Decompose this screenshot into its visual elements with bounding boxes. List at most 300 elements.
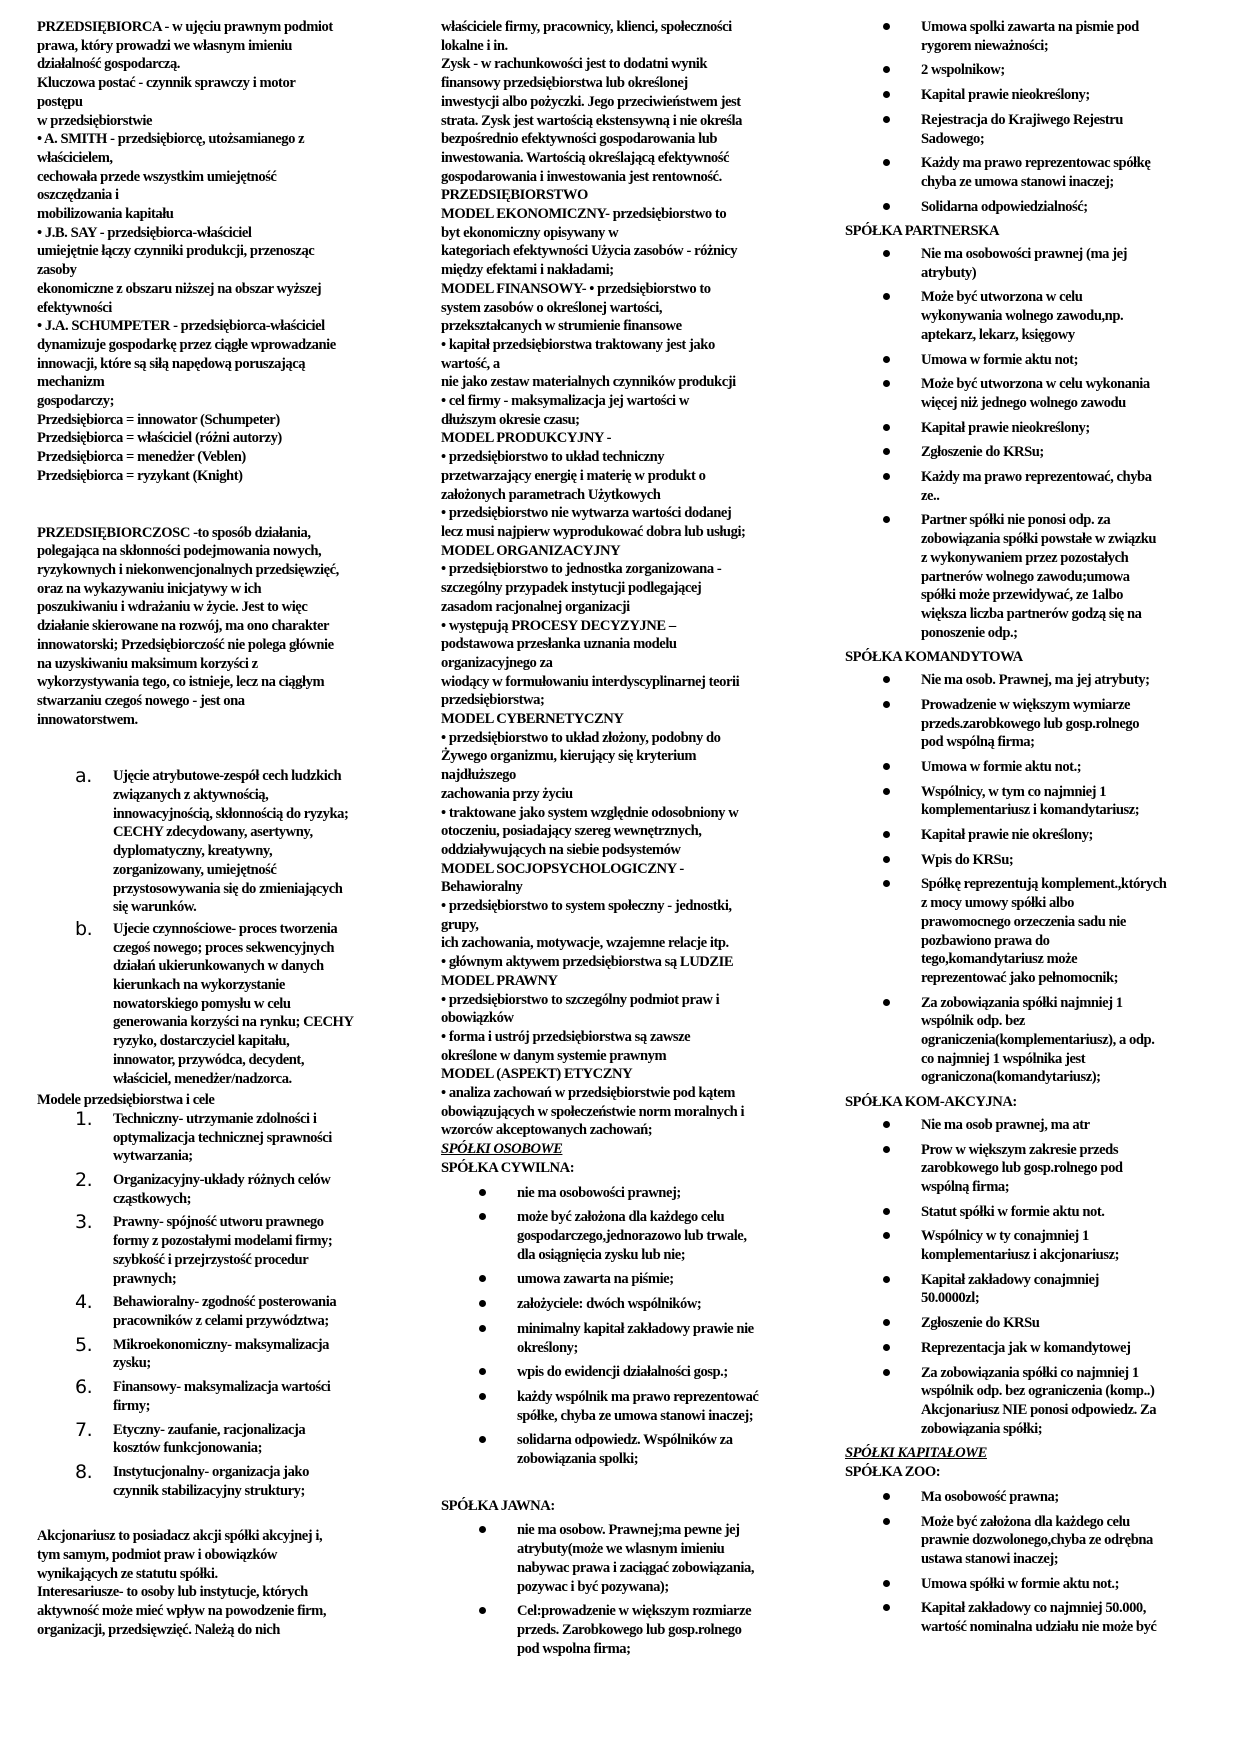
text-line: Ujęcie atrybutowe-zespół cech ludzkich: [113, 768, 342, 785]
text-line: MODEL EKONOMICZNY- przedsiębiorstwo to: [441, 206, 727, 223]
text-line: lecz musi najpierw wyprodukować dobra lub usługi;: [441, 523, 746, 540]
text-line: Każdy ma prawo reprezentowac spółkę: [921, 155, 1151, 172]
bullet-icon: [883, 1339, 921, 1358]
list-item: [845, 851, 1210, 870]
list-item-text: [921, 1116, 1210, 1135]
text-line: zobowiązania spółki powstałe w związku: [921, 531, 1157, 548]
list-item: [37, 1293, 389, 1330]
text-line: pod wspolna firma;: [517, 1640, 631, 1657]
list-item-text: [113, 767, 389, 917]
list-item: [845, 671, 1210, 690]
text-line: MODEL ORGANIZACYJNY: [441, 542, 621, 559]
text-line: podstawowa przesłanka uznania modelu: [441, 636, 677, 653]
list-item: [845, 1227, 1210, 1264]
text-line: mechanizm: [37, 374, 105, 391]
text-line: optymalizacja technicznej sprawności: [113, 1129, 332, 1146]
text-line: innowatorstwem.: [37, 711, 138, 728]
list-item-text: [113, 1378, 389, 1415]
bullet-icon: [479, 1208, 517, 1264]
list-item-text: [921, 1364, 1210, 1439]
text-line: Kapital prawie nieokreślony;: [921, 87, 1090, 104]
bullet-icon: [883, 875, 921, 987]
list-item-text: [517, 1388, 801, 1425]
text-line: przystosowywania się do zmieniających: [113, 880, 343, 897]
column-left: [37, 18, 389, 1640]
text-line: firmy;: [113, 1397, 151, 1414]
section-title-partnerships: SPÓŁKI OSOBOWE: [441, 1141, 563, 1158]
text-line: atrybuty(może we wlasnym imieniu: [517, 1541, 725, 1558]
list-item-text: [921, 875, 1210, 987]
text-line: obowiązków: [441, 1010, 514, 1027]
text-line: organizacji, przedsięwzięć. Należą do nich: [37, 1621, 280, 1638]
list-item: [845, 994, 1210, 1088]
list-item-text: [921, 783, 1210, 820]
list-item-text: [921, 1513, 1210, 1569]
text-line: więcej niż jednego wolnego zawodu: [921, 394, 1126, 411]
list-item-text: [921, 351, 1210, 370]
bullet-icon: [883, 758, 921, 777]
text-line: Kapitał prawie nie określony;: [921, 827, 1093, 844]
text-line: szczególny przypadek instytucji podlegającej: [441, 580, 702, 597]
text-line: wykonywania wolnego zawodu,np.: [921, 308, 1124, 325]
text-line: Partner spółki nie ponosi odp. za: [921, 512, 1111, 529]
text-line: prawnie dozwolonego,chyba ze odrębna: [921, 1532, 1153, 1549]
text-line: ekonomiczne z obszaru niższej na obszar wyższej: [37, 280, 322, 297]
text-line: czynnik stabilizacyjny struktury;: [113, 1482, 305, 1499]
text-line: Kapitał zakładowy conajmniej: [921, 1271, 1099, 1288]
text-line: Wspólnicy w ty conajmniej 1: [921, 1228, 1089, 1245]
text-line: Akcjonariusz to posiadacz akcji spółki akcyjnej i,: [37, 1528, 323, 1545]
list-marker: 4.: [75, 1291, 93, 1314]
bullet-icon: [883, 351, 921, 370]
text-line: lokalne i in.: [441, 37, 508, 54]
text-line: komplementariusz i akcjonariusz;: [921, 1247, 1120, 1264]
text-line: Nie ma osob prawnej, ma atr: [921, 1116, 1090, 1133]
list-item-text: [921, 245, 1210, 282]
list-item: [845, 1364, 1210, 1439]
text-line: byt ekonomiczny opisywany w: [441, 224, 619, 241]
text-line: Może być utworzona w celu wykonania: [921, 376, 1150, 393]
text-line: mobilizowania kapitału: [37, 206, 174, 223]
bullet-icon: [883, 154, 921, 191]
bullet-icon: [883, 1116, 921, 1135]
list-item-text: [921, 1488, 1210, 1507]
text-line: innowacji, które są siłą napędową poruszającą: [37, 355, 306, 372]
text-line: formy z pozostałymi modelami firmy;: [113, 1233, 333, 1250]
text-line: Zgłoszenie do KRSu;: [921, 444, 1044, 461]
list-item-text: [921, 111, 1210, 148]
text-line: Zgłoszenie do KRSu: [921, 1315, 1040, 1332]
list-item: [441, 1602, 801, 1658]
text-line: Behawioralny- zgodność posterowania: [113, 1294, 337, 1311]
bullet-icon: [479, 1295, 517, 1314]
text-line: Kapitał prawie nieokreślony;: [921, 419, 1090, 436]
list-item-text: [517, 1208, 801, 1264]
list-item: [845, 154, 1210, 191]
list-marker: 1.: [75, 1107, 93, 1130]
text-line: MODEL PRODUKCYJNY -: [441, 430, 612, 447]
text-line: postępu: [37, 93, 83, 110]
list-item-text: [921, 671, 1210, 690]
text-line: polegająca na skłonności podejmowania nowych,: [37, 543, 322, 560]
text-line: Przedsiębiorca = menedżer (Veblen): [37, 449, 246, 466]
text-line: partnerów wolnego zawodu;umowa: [921, 568, 1130, 585]
bullet-icon: [883, 783, 921, 820]
bullet-icon: [883, 511, 921, 642]
list-item-text: [921, 86, 1210, 105]
text-line: nowatorskiego pomysłu w celu: [113, 995, 291, 1012]
text-line: MODEL (ASPEKT) ETYCZNY: [441, 1066, 633, 1083]
list-item: [37, 1213, 389, 1288]
list-marker: 7.: [75, 1418, 93, 1441]
bullet-icon: [883, 111, 921, 148]
list-item-text: [113, 920, 389, 1088]
text-line: Instytucjonalny- organizacja jako: [113, 1463, 309, 1480]
text-line: szybkość i przejrzystość procedur: [113, 1251, 309, 1268]
text-line: wspólnik odp. bez: [921, 1013, 1025, 1030]
text-line: innowacyjnością, skłonnością do ryzyka;: [113, 805, 349, 822]
list-marker: 6.: [75, 1376, 93, 1399]
bullet-icon: [883, 1203, 921, 1222]
list-item-text: [921, 198, 1210, 217]
list-item: [845, 1488, 1210, 1507]
text-line: kosztów funkcjonowania;: [113, 1440, 262, 1457]
text-line: Reprezentacja jak w komandytowej: [921, 1339, 1131, 1356]
text-line: • traktowane jako system względnie odosobniony w: [441, 804, 739, 821]
text-line: • przedsiębiorstwo to szczególny podmiot praw i: [441, 991, 720, 1008]
list-item: [845, 468, 1210, 505]
text-line: pozbawiono prawa do: [921, 932, 1050, 949]
column-middle: [441, 18, 801, 1664]
list-item-text: [921, 1203, 1210, 1222]
text-line: system zasobów o określonej wartości,: [441, 299, 663, 316]
text-line: zachowania przy życiu: [441, 785, 573, 802]
list-item: [845, 61, 1210, 80]
text-line: Techniczny- utrzymanie zdolności i: [113, 1110, 317, 1127]
text-line: prawnych;: [113, 1270, 177, 1287]
list-item-text: [113, 1110, 389, 1166]
text-line: finansowy przedsiębiorstwa lub określonej: [441, 75, 688, 92]
text-line: z wykonywaniem przez pozostałych: [921, 549, 1129, 566]
text-line: właściciel, menedżer/nadzorca.: [113, 1070, 292, 1087]
bullet-icon: [883, 1141, 921, 1197]
list-item: [845, 1575, 1210, 1594]
bullet-icon: [883, 1599, 921, 1636]
text-line: Nie ma osob. Prawnej, ma jej atrybuty;: [921, 672, 1150, 689]
text-line: ograniczenia(komplementariusz), a odp.: [921, 1032, 1155, 1049]
text-line: kierunkach na wykorzystanie: [113, 977, 285, 994]
list-item: [845, 1116, 1210, 1135]
text-line: inwestowania. Wartością określającą efektywność: [441, 149, 729, 166]
list-item-text: [921, 468, 1210, 505]
text-line: między efektami i nakładami;: [441, 262, 614, 279]
list-item: [441, 1208, 801, 1264]
bullet-icon: [479, 1184, 517, 1203]
list-item-text: [921, 1599, 1210, 1636]
text-line: przeds.zarobkowego lub gosp.rolnego: [921, 715, 1140, 732]
list-item-text: [921, 443, 1210, 462]
approaches-list: [37, 767, 389, 1088]
text-line: cząstkowych;: [113, 1190, 192, 1207]
text-line: Prawny- spójność utworu prawnego: [113, 1214, 324, 1231]
text-line: Solidarna odpowiedzialność;: [921, 198, 1088, 215]
text-line: Umowa w formie aktu not;: [921, 351, 1079, 368]
text-line: Zysk - w rachunkowości jest to dodatni wynik: [441, 56, 708, 73]
bullet-icon: [883, 1513, 921, 1569]
text-line: większa liczba partnerów godzą się na: [921, 605, 1142, 622]
list-item: [441, 1388, 801, 1425]
list-item: [37, 1107, 389, 1166]
text-line: • kapitał przedsiębiorstwa traktowany jest jako: [441, 336, 715, 353]
text-line: ze..: [921, 487, 940, 504]
text-line: PRZEDSIĘBIORSTWO: [441, 187, 588, 204]
list-item: [845, 86, 1210, 105]
text-line: w przedsiębiorstwie: [37, 112, 153, 129]
text-line: czegoś nowego; proces sekwencyjnych: [113, 939, 335, 956]
text-line: Przedsiębiorca = innowator (Schumpeter): [37, 411, 280, 428]
list-marker: 8.: [75, 1460, 93, 1483]
list-item-text: [113, 1463, 389, 1500]
text-line: Prow w większym zakresie przeds: [921, 1141, 1119, 1158]
text-line: zobowiązania spolki;: [517, 1451, 639, 1468]
text-line: solidarna odpowiedz. Wspólników za: [517, 1432, 733, 1449]
list-item: [441, 1363, 801, 1382]
text-line: umowa zawarta na piśmie;: [517, 1271, 674, 1288]
text-line: Mikroekonomiczny- maksymalizacja: [113, 1336, 329, 1353]
text-line: związanych z aktywnością,: [113, 787, 269, 804]
text-line: założonych parametrach Użytkowych: [441, 486, 661, 503]
text-line: tego,komandytariusz może: [921, 951, 1078, 968]
text-line: gospodarczy;: [37, 393, 115, 410]
text-line: Ujecie czynnościowe- proces tworzenia: [113, 920, 338, 937]
text-line: Umowa w formie aktu not.;: [921, 758, 1082, 775]
list-item-text: [517, 1184, 801, 1203]
text-line: oraz na wykazywaniu inicjatywy w ich: [37, 580, 262, 597]
text-line: poszukiwaniu i wdrażaniu w życie. Jest to więc: [37, 599, 308, 616]
text-line: określone w danym systemie prawnym: [441, 1047, 667, 1064]
text-line: • występują PROCESY DECYZYJNE –: [441, 617, 676, 634]
bullet-icon: [883, 1227, 921, 1264]
text-line: z mocy umowy spółki albo: [921, 895, 1074, 912]
list-marker: 3.: [75, 1211, 93, 1234]
bullet-icon: [883, 1364, 921, 1439]
list-marker: a.: [75, 765, 92, 788]
text-line: pozywac i być pozywana);: [517, 1578, 669, 1595]
list-item-text: [517, 1363, 801, 1382]
text-line: Rejestracja do Krajiwego Rejestru: [921, 111, 1123, 128]
list-item: [37, 1378, 389, 1415]
text-line: chyba ze umowa stanowi inaczej;: [921, 173, 1114, 190]
text-line: Umowa spolki zawarta na pismie pod: [921, 19, 1139, 35]
text-line: przetwarzający energię i materię w produkt o: [441, 467, 706, 484]
bullet-icon: [883, 826, 921, 845]
heading-limited-joint-stock: SPÓŁKA KOM-AKCYJNA:: [845, 1094, 1017, 1111]
text-line: Może być utworzona w celu: [921, 289, 1083, 306]
text-line: nie ma osobowości prawnej;: [517, 1184, 681, 1201]
text-line: efektywności: [37, 299, 112, 316]
bullet-icon: [883, 443, 921, 462]
text-line: przekształcanych w strumienie finansowe: [441, 318, 682, 335]
list-item-text: [921, 1141, 1210, 1197]
text-line: Wspólnicy, w tym co najmniej 1: [921, 783, 1107, 800]
list-item-text: [517, 1295, 801, 1314]
text-line: działalność gospodarczą.: [37, 56, 180, 73]
list-item-text: [921, 61, 1210, 80]
text-line: • analiza zachowań w przedsiębiorstwie pod kątem: [441, 1085, 736, 1102]
general-partnership-list: [441, 1521, 801, 1658]
text-line: wartość nominalna udziału nie może być: [921, 1619, 1157, 1636]
text-line: zasoby: [37, 262, 77, 279]
text-line: spółke, chyba ze umowa stanowi inaczej;: [517, 1407, 754, 1424]
text-line: MODEL FINANSOWY- • przedsiębiorstwo to: [441, 280, 711, 297]
text-line: cechowała przede wszystkim umiejętność: [37, 168, 277, 185]
list-item: [845, 1314, 1210, 1333]
text-line: generowania korzyści na rynku; CECHY: [113, 1014, 354, 1031]
section-title-capital-companies: SPÓŁKI KAPITAŁOWE: [845, 1445, 987, 1462]
text-line: CECHY zdecydowany, asertywny,: [113, 824, 313, 841]
text-line: wpis do ewidencji działalności gosp.;: [517, 1364, 728, 1381]
bullet-icon: [883, 1271, 921, 1308]
bullet-icon: [883, 245, 921, 282]
list-item: [845, 1513, 1210, 1569]
list-item-text: [921, 994, 1210, 1088]
text-line: Statut spółki w formie aktu not.: [921, 1203, 1105, 1220]
text-line: pracowników z celami przywództwa;: [113, 1313, 329, 1329]
text-line: się warunków.: [113, 899, 197, 916]
list-item: [441, 1295, 801, 1314]
text-line: zorganizowany, umiejętność: [113, 861, 277, 878]
text-line: • przedsiębiorstwo nie wytwarza wartości dodanej: [441, 505, 732, 522]
list-item: [37, 1460, 389, 1500]
text-line: gospodarczego,jednorazowo lub trwale,: [517, 1228, 747, 1244]
list-item-text: [517, 1521, 801, 1596]
list-item: [845, 826, 1210, 845]
bullet-icon: [883, 851, 921, 870]
list-item: [845, 511, 1210, 642]
professional-partnership-list: [845, 245, 1210, 642]
list-item: [845, 419, 1210, 438]
heading-general-partnership: SPÓŁKA JAWNA:: [441, 1497, 555, 1514]
text-line: reprezentować jako pełnomocnik;: [921, 969, 1119, 986]
text-line: umiejętnie łączy czynniki produkcji, przenosząc: [37, 243, 315, 260]
list-item-text: [921, 1339, 1210, 1358]
text-line: nie jako zestaw materialnych czynników produkcji: [441, 374, 736, 391]
text-line: atrybuty): [921, 264, 977, 281]
text-line: ich zachowania, motywacje, wzajemne relacje itp.: [441, 935, 729, 952]
list-item-text: [113, 1293, 389, 1330]
bullet-icon: [883, 419, 921, 438]
text-line: PRZEDSIĘBIORCZOSC -to sposób działania,: [37, 524, 311, 541]
text-line: Etyczny- zaufanie, racjonalizacja: [113, 1421, 306, 1438]
text-line: ponoszenie odp.;: [921, 624, 1018, 641]
list-item-text: [921, 18, 1210, 55]
text-line: wykorzystywania tego, co istnieje, lecz na ciągłym: [37, 674, 325, 691]
text-line: • przedsiębiorstwo to system społeczny - jednostki,: [441, 898, 732, 915]
bullet-icon: [883, 1314, 921, 1333]
text-line: dynamizuje gospodarkę przez ciągłe wprowadzanie: [37, 336, 336, 353]
text-line: otoczeniu, posiadający szereg wewnętrznych,: [441, 823, 702, 840]
column-right: [845, 18, 1210, 1643]
bullet-icon: [479, 1363, 517, 1382]
text-line: MODEL PRAWNY: [441, 972, 558, 989]
text-line: innowator, przywódca, decydent,: [113, 1051, 305, 1068]
list-item: [845, 783, 1210, 820]
text-line: wspólnik odp. bez ograniczenia (komp..): [921, 1383, 1155, 1400]
bullet-icon: [883, 468, 921, 505]
limited-partnership-list: [845, 671, 1210, 1087]
bullet-icon: [883, 198, 921, 217]
list-item: [441, 1320, 801, 1357]
text-line: nie ma osobow. Prawnej;ma pewne jej: [517, 1522, 740, 1539]
text-line: Spółkę reprezentują komplement.,których: [921, 876, 1167, 893]
list-item-text: [921, 1227, 1210, 1264]
heading-llc: SPÓŁKA ZOO:: [845, 1464, 941, 1481]
text-line: właściciele firmy, pracownicy, klienci, społeczności: [441, 19, 732, 35]
text-line: przeds. Zarobkowego lub gosp.rolnego: [517, 1621, 742, 1638]
models-heading: Modele przedsiębiorstwa i cele: [37, 1092, 215, 1109]
text-line: prawa, który prowadzi we własnym imieniu: [37, 37, 292, 54]
text-line: zasadom racjonalnej organizacji: [441, 598, 630, 615]
text-line: prawomocnego orzeczenia sadu nie: [921, 913, 1126, 930]
bullet-icon: [479, 1270, 517, 1289]
list-item: [845, 1599, 1210, 1636]
text-line: zarobkowego lub gosp.rolnego pod: [921, 1160, 1123, 1177]
text-line: Umowa spółki w formie aktu not.;: [921, 1575, 1120, 1592]
text-line: Może być założona dla każdego celu: [921, 1513, 1130, 1530]
list-item: [845, 758, 1210, 777]
text-line: Każdy ma prawo reprezentować, chyba: [921, 469, 1152, 486]
list-item: [37, 1333, 389, 1373]
list-item-text: [113, 1336, 389, 1373]
text-line: Za zobowiązania spółki najmniej 1: [921, 994, 1123, 1011]
text-line: co najmniej 1 wspólnika jest: [921, 1050, 1086, 1067]
text-line: MODEL CYBERNETYCZNY: [441, 711, 624, 728]
list-item-text: [113, 1213, 389, 1288]
text-line: • forma i ustrój przedsiębiorstwa są zawsze: [441, 1028, 691, 1045]
text-line: określony;: [517, 1339, 578, 1356]
text-line: każdy wspólnik ma prawo reprezentować: [517, 1388, 759, 1405]
text-line: ryzyko, dostarczyciel kapitału,: [113, 1033, 290, 1050]
list-item: [845, 875, 1210, 987]
list-item: [845, 1339, 1210, 1358]
text-line: wynikających ze statutu spółki.: [37, 1565, 218, 1582]
list-item-text: [921, 154, 1210, 191]
text-line: Cel:prowadzenie w większym rozmiarze: [517, 1603, 752, 1620]
text-line: oddziaływujących na siebie podsystemów: [441, 841, 681, 858]
text-line: wspólną firma;: [921, 1178, 1010, 1195]
text-line: • J.B. SAY - przedsiębiorca-właściciel: [37, 224, 252, 241]
text-line: rygorem nieważności;: [921, 37, 1049, 54]
text-line: wartość, a: [441, 355, 500, 372]
entrepreneurship-definition: [37, 524, 389, 730]
list-item-text: [921, 1575, 1210, 1594]
list-item: [845, 351, 1210, 370]
list-item-text: [113, 1171, 389, 1208]
text-line: Przedsiębiorca = ryzykant (Knight): [37, 467, 243, 484]
text-line: na uzyskiwaniu maksimum korzyści z: [37, 655, 258, 672]
list-marker: b.: [75, 917, 93, 940]
text-line: właścicielem,: [37, 149, 113, 166]
list-item: [37, 767, 389, 917]
list-item: [845, 1271, 1210, 1308]
text-line: Prowadzenie w większym wymiarze: [921, 696, 1131, 713]
text-line: działanie skierowane na rozwój, ma ono charakter: [37, 618, 330, 635]
text-line: obowiązujących w społeczeństwie norm moralnych i: [441, 1103, 745, 1120]
list-item-text: [921, 826, 1210, 845]
text-line: zysku;: [113, 1355, 151, 1372]
text-line: • przedsiębiorstwo to układ złożony, podobny do: [441, 729, 721, 746]
text-line: 50.0000zl;: [921, 1290, 980, 1307]
